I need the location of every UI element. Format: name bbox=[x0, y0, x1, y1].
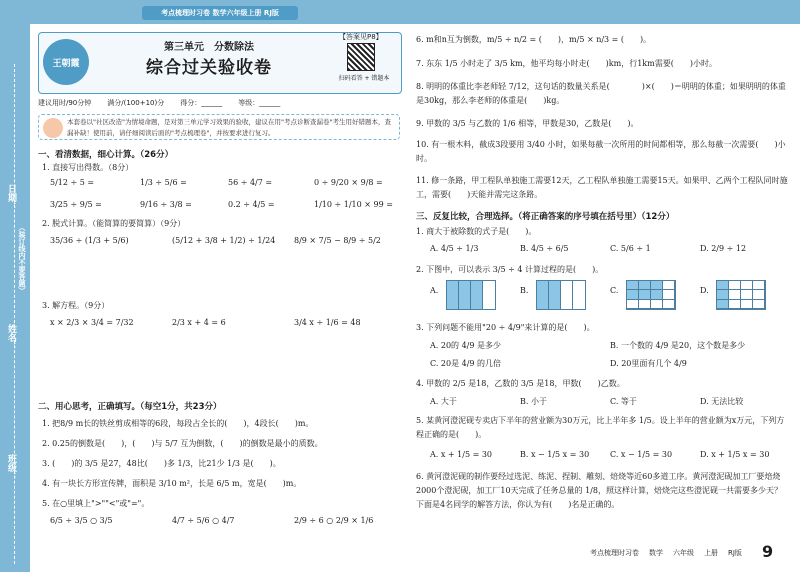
binding-note: （装订线内不要答题） bbox=[18, 224, 26, 294]
fill-q2: 2. 0.25的倒数是( )，( )与 5/7 互为倒数，( )的倒数是最小的质数。 bbox=[42, 439, 323, 448]
unit-title: 第三单元 分数除法 bbox=[164, 42, 254, 53]
footer-grade: 六年级 bbox=[673, 549, 694, 557]
option[interactable]: B. x − 1/5 x = 30 bbox=[520, 450, 590, 459]
fill-q3: 3. ( )的 3/5 是27，48比( )多 1/3，比21少 1/3 是( )。 bbox=[42, 459, 281, 468]
figure-a bbox=[446, 280, 496, 310]
fill-q4: 4. 有一块长方形宣传牌，面积是 3/10 m²，长是 6/5 m，宽是( )m。 bbox=[42, 479, 302, 488]
fill-q11: 11. 修一条路，甲工程队单独施工需要12天，乙工程队单独施工需要15天。如果甲、乙两个工程队同时施工，需要( )天能并需完这条路。 bbox=[416, 176, 788, 199]
calc-item: 0 ÷ 9/20 × 9/8 = bbox=[314, 178, 383, 187]
option[interactable]: C. 等于 bbox=[610, 397, 637, 406]
logo-badge: 王朝霞 bbox=[43, 39, 89, 85]
choice-q2: 2. 下图中，可以表示 3/5 ÷ 4 计算过程的是( )。 bbox=[416, 265, 604, 274]
option[interactable]: B. 4/5 ÷ 6/5 bbox=[520, 244, 569, 253]
notice-box bbox=[38, 114, 400, 140]
footer-edition: RJ版 bbox=[728, 549, 742, 557]
footer-series: 考点梳理时习卷 bbox=[590, 549, 639, 557]
calc-item: 35/36 ÷ (1/3 + 5/6) bbox=[50, 236, 129, 245]
option[interactable]: A. x + 1/5 = 30 bbox=[430, 450, 493, 459]
time-limit: 建议用时/90分钟 bbox=[38, 99, 92, 107]
calc-item: (5/12 + 3/8 + 1/2) ÷ 1/24 bbox=[172, 236, 276, 245]
compare-item: 4/7 ÷ 5/6 ○ 4/7 bbox=[172, 516, 235, 525]
calc-item: 56 ÷ 4/7 = bbox=[228, 178, 273, 187]
section-3-title: 三、反复比较，合理选择。（将正确答案的序号填在括号里）（12分） bbox=[416, 212, 675, 222]
option[interactable]: A. bbox=[430, 286, 439, 295]
choice-q5: 5. 某黄河澄泥砚专卖店下半年的营业额为30万元，比上半年多 1/5。设上半年的营业额为x万元，下列方程正确的是( )。 bbox=[416, 416, 785, 439]
calc-item: 0.2 ÷ 4/5 = bbox=[228, 200, 275, 209]
calc-item: 1/10 ÷ 1/10 × 99 = bbox=[314, 200, 393, 209]
option[interactable]: B. 小于 bbox=[520, 397, 547, 406]
exam-meta bbox=[38, 98, 402, 108]
fill-q5: 5. 在○里填上">""<"或"="。 bbox=[42, 499, 150, 508]
option[interactable]: A. 大于 bbox=[430, 397, 457, 406]
class-label: 班级： bbox=[6, 454, 16, 481]
grade-label: 等级：______ bbox=[238, 99, 281, 107]
page-number: 9 bbox=[762, 542, 774, 561]
fill-q1: 1. 把8/9 m长的铁丝剪成相等的6段，每段占全长的( )，4段长( )m。 bbox=[42, 419, 314, 428]
title-box bbox=[38, 32, 402, 94]
q2-title: 2. 脱式计算。（能简算的要简算）（9分） bbox=[42, 219, 186, 228]
equation-item: x × 2/3 × 3/4 = 7/32 bbox=[50, 318, 134, 327]
calc-item: 9/16 ÷ 3/8 = bbox=[140, 200, 192, 209]
compare-item: 2/9 ÷ 6 ○ 2/9 × 1/6 bbox=[294, 516, 374, 525]
choice-q3: 3. 下列问题不能用"20 ÷ 4/9"来计算的是( )。 bbox=[416, 323, 595, 332]
q3-title: 3. 解方程。（9分） bbox=[42, 301, 110, 310]
figure-d bbox=[716, 280, 766, 310]
section-1-title: 一、看清数据，细心计算。（26分） bbox=[38, 150, 174, 160]
option[interactable]: D. 20里面有几个 4/9 bbox=[610, 359, 687, 368]
footer-subject: 数学 bbox=[649, 549, 663, 557]
series-tab: 考点梳理时习卷 数学六年级上册 RJ版 bbox=[142, 6, 298, 20]
top-banner bbox=[0, 0, 800, 24]
score-label: 得分：______ bbox=[180, 99, 223, 107]
option[interactable]: B. bbox=[520, 286, 529, 295]
fill-q7: 7. 东东 1/5 小时走了 3/5 km，他平均每小时走( )km，行1km需要( )小时。 bbox=[416, 59, 717, 68]
calc-item: 5/12 ÷ 5 = bbox=[50, 178, 95, 187]
fill-q8: 8. 明明的体重比李老师轻 7/12，这句话的数量关系是( )×( )＝明明的体重；如果明明的体重是30kg，那么李老师的体重是( )kg。 bbox=[416, 82, 786, 105]
right-column bbox=[416, 32, 794, 572]
name-label: 姓名： bbox=[6, 324, 16, 351]
binding-strip bbox=[0, 24, 30, 572]
date-label: 日期： bbox=[6, 184, 16, 211]
fill-q9: 9. 甲数的 3/5 与乙数的 1/6 相等，甲数是30，乙数是( )。 bbox=[416, 119, 639, 128]
figure-b bbox=[536, 280, 586, 310]
option[interactable]: C. 20是 4/9 的几倍 bbox=[430, 359, 502, 368]
option[interactable]: C. bbox=[610, 286, 619, 295]
option[interactable]: D. 2/9 ÷ 12 bbox=[700, 244, 747, 253]
choice-q1: 1. 商大于被除数的式子是( )。 bbox=[416, 227, 537, 236]
qr-caption: 扫码看答 + 错题本 bbox=[338, 75, 390, 82]
qr-code-icon[interactable] bbox=[347, 43, 375, 71]
calc-item: 8/9 × 7/5 − 8/9 ÷ 5/2 bbox=[294, 236, 381, 245]
left-column bbox=[38, 32, 408, 572]
exam-page bbox=[30, 24, 800, 572]
option[interactable]: B. 一个数的 4/9 是20，这个数是多少 bbox=[610, 341, 746, 350]
q1-title: 1. 直接写出得数。（8分） bbox=[42, 163, 134, 172]
option[interactable]: C. 5/6 ÷ 1 bbox=[610, 244, 651, 253]
choice-q6: 6. 黄河澄泥砚的制作要经过选泥、练泥、捏制、雕刻、焙烧等近60多道工序。黄河澄泥砚加工厂要焙烧2000个澄泥砚，加工厂10天完成了任务总量的 1/8，照这样计算，焙烧完这些澄泥砚一共需要多少天？下面是4名同学的解答方法，你认为有( )名是正确的。 bbox=[416, 472, 782, 509]
page-title: 综合过关验收卷 bbox=[146, 58, 272, 78]
fill-q6: 6. m和n互为倒数，m/5 ÷ n/2 = ( )，m/5 × n/3 = ( )。 bbox=[416, 35, 652, 44]
footer bbox=[590, 548, 790, 558]
fill-q10: 10. 有一根木料，截成3段要用 3/40 小时，如果每截一次所用的时间都相等，那么每截一次需要( )小时。 bbox=[416, 140, 786, 163]
answer-tag: 【答案见P8】 bbox=[339, 33, 383, 41]
option[interactable]: D. x + 1/5 x = 30 bbox=[700, 450, 770, 459]
full-score: 满分/(100+10)分 bbox=[107, 99, 165, 107]
option[interactable]: A. 20的 4/9 是多少 bbox=[430, 341, 502, 350]
option[interactable]: D. bbox=[700, 286, 709, 295]
calc-item: 3/25 ÷ 9/5 = bbox=[50, 200, 102, 209]
footer-volume: 上册 bbox=[704, 549, 718, 557]
choice-q4: 4. 甲数的 2/5 是18，乙数的 3/5 是18，甲数( )乙数。 bbox=[416, 379, 625, 388]
notice-text: 本套卷以"社区改造"为情境命题，是对第三单元学习效果的验收，建议在用"考点诊断查漏卷"考生用好错题本，查漏补缺！使用前，请仔细阅读后面的"考点梳理卷"，并按要求进行复习。 bbox=[67, 118, 391, 137]
option[interactable]: C. x − 1/5 = 30 bbox=[610, 450, 673, 459]
avatar bbox=[43, 118, 63, 138]
binding-line bbox=[14, 64, 15, 564]
option[interactable]: A. 4/5 ÷ 1/3 bbox=[430, 244, 479, 253]
compare-item: 6/5 ÷ 3/5 ○ 3/5 bbox=[50, 516, 113, 525]
calc-item: 1/3 ÷ 5/6 = bbox=[140, 178, 187, 187]
equation-item: 2/3 x + 4 = 6 bbox=[172, 318, 226, 327]
option[interactable]: D. 无法比较 bbox=[700, 397, 744, 406]
equation-item: 3/4 x ÷ 1/6 = 48 bbox=[294, 318, 361, 327]
figure-c bbox=[626, 280, 676, 310]
section-2-title: 二、用心思考，正确填写。（每空1分，共23分） bbox=[38, 402, 222, 412]
